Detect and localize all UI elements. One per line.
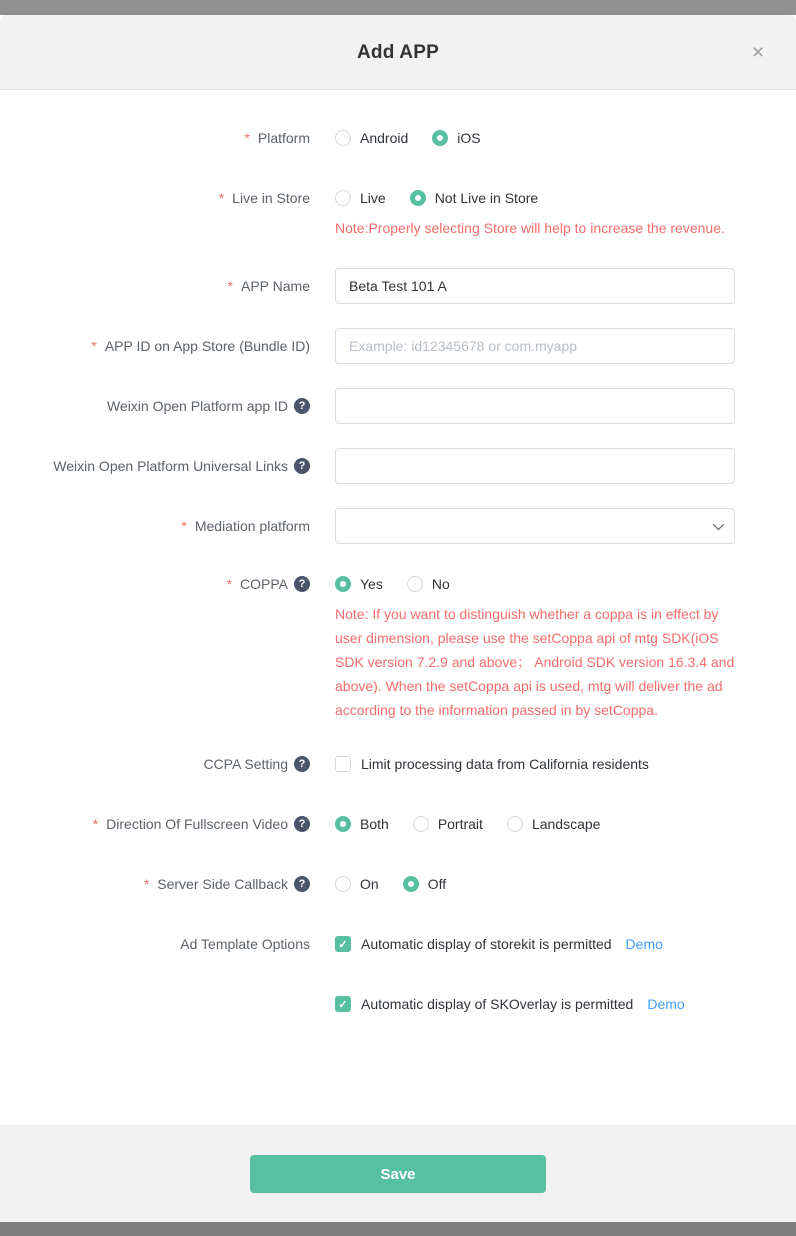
storekit-checkbox-row: ✓ Automatic display of storekit is permitted Demo xyxy=(335,934,735,954)
ccpa-label: CCPA Setting ? xyxy=(0,754,310,774)
chevron-down-icon xyxy=(713,519,724,530)
ccpa-checkbox[interactable] xyxy=(335,756,351,772)
weixin-universal-links-label: Weixin Open Platform Universal Links ? xyxy=(0,456,310,476)
row-weixin-universal-links xyxy=(0,448,796,484)
help-icon[interactable]: ? xyxy=(294,398,310,414)
radio-selected-icon xyxy=(410,190,426,206)
server-callback-radio-group xyxy=(335,874,735,894)
mediation-platform-select[interactable] xyxy=(335,508,735,544)
radio-icon xyxy=(407,576,423,592)
help-icon[interactable]: ? xyxy=(294,816,310,832)
help-icon[interactable]: ? xyxy=(294,876,310,892)
required-mark: * xyxy=(226,576,233,592)
radio-selected-icon xyxy=(403,876,419,892)
row-mediation-platform xyxy=(0,508,796,544)
row-ccpa xyxy=(0,754,796,774)
page-backdrop-top xyxy=(0,0,796,15)
bundle-id-label: * APP ID on App Store (Bundle ID) xyxy=(91,338,310,354)
row-weixin-app-id xyxy=(0,388,796,424)
radio-icon xyxy=(335,876,351,892)
help-icon[interactable]: ? xyxy=(294,458,310,474)
required-mark: * xyxy=(92,816,99,832)
radio-icon xyxy=(413,816,429,832)
help-icon[interactable]: ? xyxy=(294,576,310,592)
required-mark: * xyxy=(227,278,233,294)
coppa-radio-group xyxy=(335,574,735,594)
close-icon[interactable]: × xyxy=(751,40,765,64)
row-direction xyxy=(0,814,796,834)
direction-label: * Direction Of Fullscreen Video ? xyxy=(0,814,310,834)
row-ad-template xyxy=(0,934,796,1014)
weixin-app-id-label: Weixin Open Platform app ID ? xyxy=(0,396,310,416)
radio-not-live[interactable]: Not Live in Store xyxy=(410,190,539,206)
row-app-name xyxy=(0,268,796,304)
modal-body xyxy=(0,90,796,1125)
required-mark: * xyxy=(143,876,150,892)
row-live-in-store xyxy=(0,188,796,240)
required-mark: * xyxy=(244,130,250,146)
skoverlay-demo-link[interactable]: Demo xyxy=(647,996,685,1012)
radio-coppa-yes[interactable]: Yes xyxy=(335,576,383,592)
required-mark: * xyxy=(91,338,97,354)
radio-icon xyxy=(507,816,523,832)
radio-live[interactable]: Live xyxy=(335,190,386,206)
storekit-checkbox[interactable]: ✓ xyxy=(335,936,351,952)
radio-coppa-no[interactable]: No xyxy=(407,576,450,592)
modal-header xyxy=(0,15,796,90)
radio-selected-icon xyxy=(335,816,351,832)
radio-icon xyxy=(335,130,351,146)
row-bundle-id xyxy=(0,328,796,364)
storekit-demo-link[interactable]: Demo xyxy=(625,936,663,952)
help-icon[interactable]: ? xyxy=(294,756,310,772)
radio-icon xyxy=(335,190,351,206)
ccpa-checkbox-row: Limit processing data from California residents xyxy=(335,754,735,774)
save-button[interactable]: Save xyxy=(250,1155,546,1193)
live-in-store-radio-group xyxy=(335,188,735,208)
ad-template-label: Ad Template Options xyxy=(180,936,310,952)
modal-footer xyxy=(0,1125,796,1222)
page-backdrop-bottom xyxy=(0,1222,796,1236)
skoverlay-checkbox[interactable]: ✓ xyxy=(335,996,351,1012)
required-mark: * xyxy=(218,190,225,206)
row-server-callback xyxy=(0,874,796,894)
coppa-label: * COPPA ? xyxy=(0,574,310,594)
row-platform xyxy=(0,128,796,148)
app-name-label: * APP Name xyxy=(227,278,310,294)
radio-on[interactable]: On xyxy=(335,876,379,892)
radio-portrait[interactable]: Portrait xyxy=(413,816,483,832)
modal-title: Add APP xyxy=(357,42,439,63)
weixin-universal-links-input[interactable] xyxy=(335,448,735,484)
required-mark: * xyxy=(181,518,187,534)
radio-selected-icon xyxy=(335,576,351,592)
live-in-store-note: Note:Properly selecting Store will help to increase the revenue. xyxy=(335,220,725,236)
server-callback-label: * Server Side Callback ? xyxy=(0,874,310,894)
row-coppa xyxy=(0,574,796,722)
radio-selected-icon xyxy=(432,130,448,146)
radio-both[interactable]: Both xyxy=(335,816,389,832)
platform-radio-group xyxy=(335,128,735,148)
direction-radio-group xyxy=(335,814,735,834)
mediation-platform-label: * Mediation platform xyxy=(181,518,310,534)
bundle-id-input[interactable] xyxy=(335,328,735,364)
radio-ios[interactable]: iOS xyxy=(432,130,480,146)
coppa-note: Note: If you want to distinguish whether a coppa is in effect by user dimension, please use the setCoppa api of mtg SDK(iOS SDK version 7.2.9 and above； Android SDK version 16.3.4 and above). When the setCoppa api is used, mtg will deliver the ad according to the information passed in by setCoppa. xyxy=(335,606,735,718)
weixin-app-id-input[interactable] xyxy=(335,388,735,424)
radio-off[interactable]: Off xyxy=(403,876,446,892)
radio-android[interactable]: Android xyxy=(335,130,408,146)
platform-label: * Platform xyxy=(244,130,310,146)
radio-landscape[interactable]: Landscape xyxy=(507,816,601,832)
app-name-input[interactable] xyxy=(335,268,735,304)
live-in-store-label: * Live in Store xyxy=(218,190,310,206)
skoverlay-checkbox-row: ✓ Automatic display of SKOverlay is permitted Demo xyxy=(335,994,735,1014)
